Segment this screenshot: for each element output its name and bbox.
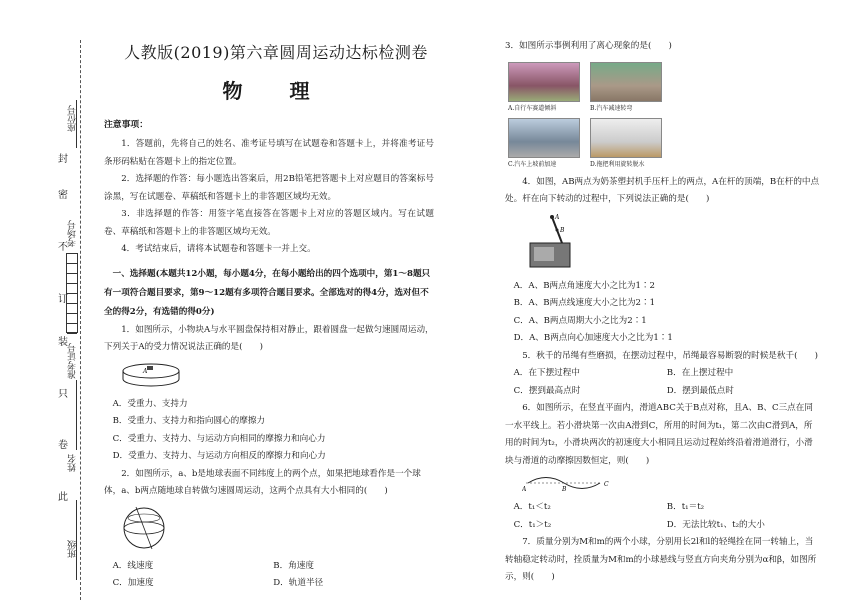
question-6-options-row bbox=[505, 499, 820, 517]
seal-char: 卷 bbox=[58, 440, 68, 451]
seat-number-field[interactable] bbox=[76, 100, 77, 148]
photo-caption: C.汽车上坡前加速 bbox=[508, 160, 557, 168]
notice-item: 1．答题前，先将自己的姓名、准考证号填写在试题卷和答题卡上，并将准考证号条形码粘贴在答题卡上的指定位置。 bbox=[104, 139, 434, 167]
subject-title: 物 理 bbox=[222, 79, 330, 103]
question-5-option: A．在下摆过程中 bbox=[513, 368, 580, 378]
question-1-figure bbox=[121, 361, 434, 392]
question-1-option: D．受重力、支持力、与运动方向相反的摩擦力和向心力 bbox=[112, 451, 326, 461]
question-4-option: B．A、B两点线速度大小之比为2∶1 bbox=[513, 298, 656, 308]
notice-heading: 注意事项： bbox=[104, 120, 148, 130]
question-5-option: D．摆到最低点时 bbox=[666, 385, 734, 396]
question-5-options-row bbox=[505, 383, 820, 401]
photo-caption: D.拖把利用旋转脱水 bbox=[590, 160, 645, 168]
question-4-figure bbox=[522, 213, 820, 274]
question-1-option: A．受重力、支持力 bbox=[112, 398, 188, 409]
seal-char: 不 bbox=[58, 242, 68, 253]
left-column bbox=[104, 40, 434, 593]
figure-label-a: A bbox=[522, 486, 527, 492]
figure-label-c: C bbox=[604, 481, 609, 488]
exam-room-label: 考场号 bbox=[68, 220, 78, 247]
ticket-number-label: 准考证号 bbox=[68, 343, 78, 379]
question-4-option: A．A、B两点角速度大小之比为1∶2 bbox=[513, 280, 655, 291]
seal-char: 只 bbox=[58, 389, 68, 400]
question-5-option: C．摆到最高点时 bbox=[513, 385, 581, 396]
figure-label-a: A bbox=[143, 367, 148, 375]
notice-item: 2．选择题的作答：每小题选出答案后，用2B铅笔把答题卡上对应题目的答案标号涂黑，写在试题卷、草稿纸和答题卡上的非答题区域均无效。 bbox=[104, 174, 434, 202]
question-6-stem: 6．如图所示，在竖直平面内，滑道ABC关于B点对称，且A、B、C三点在同一水平线上。若小滑块第一次由A滑到C，所用的时间为t₁，第二次由C滑到A，所用的时间为t₂，小滑块两次的初速度大小相同且运动过程始终沿着滑道滑行，小滑块与滑道的动摩擦因数恒定，则( ) bbox=[505, 403, 813, 466]
question-4-stem: 4．如图，AB两点为奶茶塑封机手压杆上的两点，A在杆的顶端，B在杆的中点处。杆在向下转动的过程中，下列说法正确的是( ) bbox=[505, 176, 820, 204]
question-2-option: D．轨道半径 bbox=[273, 578, 324, 588]
question-1-stem: 1．如图所示，小物块A与水平圆盘保持相对静止，跟着圆盘一起做匀速圆周运动，下列关于A的受力情况说法正确的是( ) bbox=[104, 324, 434, 352]
question-2-figure bbox=[121, 505, 434, 554]
figure-label-b: B bbox=[560, 226, 565, 234]
figure-label-b: B bbox=[562, 486, 567, 492]
question-2-stem: 2．如图所示，a、b是地球表面不同纬度上的两个点，如果把地球看作是一个球体，a、b两点随地球自转做匀速圆周运动，这两个点具有大小相同的( ) bbox=[104, 468, 421, 496]
seal-char: 此 bbox=[58, 492, 68, 503]
seal-char: 密 bbox=[58, 190, 68, 201]
question-5-options-row bbox=[505, 365, 820, 383]
question-2-option: A．线速度 bbox=[112, 560, 154, 571]
photo-item bbox=[508, 62, 580, 112]
seal-char: 封 bbox=[58, 154, 68, 165]
notice-item: 3．非选择题的作答：用签字笔直接答在答题卡上对应的答题区域内。写在试题卷、草稿纸和答题卡上的非答题区域均无效。 bbox=[104, 209, 434, 237]
question-4-option: D．A、B两点向心加速度大小之比为1∶1 bbox=[513, 333, 673, 343]
exam-room-grid[interactable] bbox=[66, 253, 78, 333]
mop-photo bbox=[590, 118, 662, 158]
question-6-option: D．无法比较t₁、t₂的大小 bbox=[666, 519, 765, 530]
question-3-photos bbox=[508, 62, 820, 168]
photo-item bbox=[590, 118, 662, 168]
question-5-stem: 5．秋千的吊绳有些磨损，在摆动过程中，吊绳最容易断裂的时候是秋千( ) bbox=[522, 350, 818, 361]
seat-number-label: 座位号 bbox=[68, 105, 78, 132]
photo-item bbox=[590, 62, 662, 112]
question-6-options-row bbox=[505, 517, 820, 535]
photo-caption: B.汽车减速转弯 bbox=[590, 104, 633, 112]
class-label: 班级 bbox=[68, 540, 78, 558]
question-2-options-row bbox=[104, 558, 434, 576]
question-6-option: B．t₁＝t₂ bbox=[666, 502, 705, 512]
figure-label-a: A bbox=[555, 213, 560, 221]
car-turn-photo bbox=[590, 62, 662, 102]
exam-title: 人教版(2019)第六章圆周运动达标检测卷 bbox=[124, 43, 428, 62]
question-7-stem: 7．质量分别为M和m的两个小球，分别用长2l和l的轻绳拴在同一转轴上，当转轴稳定转动时，拴质量为M和m的小球悬线与竖直方向夹角分别为α和β，如图所示，则( ) bbox=[505, 537, 817, 582]
question-6-option: A．t₁＜t₂ bbox=[513, 502, 551, 512]
right-column bbox=[505, 38, 820, 587]
bike-track-photo bbox=[508, 62, 580, 102]
question-5-option: B．在上摆过程中 bbox=[666, 368, 734, 378]
question-6-figure bbox=[522, 474, 820, 495]
section-heading: 一、选择题(本题共12小题，每小题4分，在每小题给出的四个选项中，第1～8题只有一项符合题目要求，第9～12题有多项符合题目要求。全部选对的得4分，选对但不全的得2分，有选错的得0分) bbox=[104, 268, 431, 317]
name-field[interactable] bbox=[76, 380, 77, 450]
seal-char: 装 bbox=[58, 337, 68, 348]
car-uphill-photo bbox=[508, 118, 580, 158]
notice-item: 4．考试结束后，请将本试题卷和答题卡一并上交。 bbox=[121, 244, 316, 254]
question-2-options-row bbox=[104, 575, 434, 593]
question-2-option: B．角速度 bbox=[273, 560, 314, 571]
name-label: 姓名 bbox=[68, 454, 78, 472]
question-1-option: C．受重力、支持力、与运动方向相同的摩擦力和向心力 bbox=[112, 433, 326, 444]
question-6-option: C．t₁＞t₂ bbox=[513, 519, 552, 530]
seal-char: 订 bbox=[58, 294, 68, 305]
photo-caption: A.自行车赛道倾斜 bbox=[508, 104, 557, 112]
question-1-option: B．受重力、支持力和指向圆心的摩擦力 bbox=[112, 416, 266, 426]
question-3-stem: 3．如图所示事例利用了离心现象的是( ) bbox=[505, 41, 672, 51]
question-4-option: C．A、B两点周期大小之比为2∶1 bbox=[513, 315, 647, 326]
photo-item bbox=[508, 118, 580, 168]
class-field[interactable] bbox=[76, 500, 77, 580]
seal-line bbox=[80, 40, 81, 600]
question-2-option: C．加速度 bbox=[112, 578, 154, 588]
binding-strip bbox=[0, 0, 100, 607]
